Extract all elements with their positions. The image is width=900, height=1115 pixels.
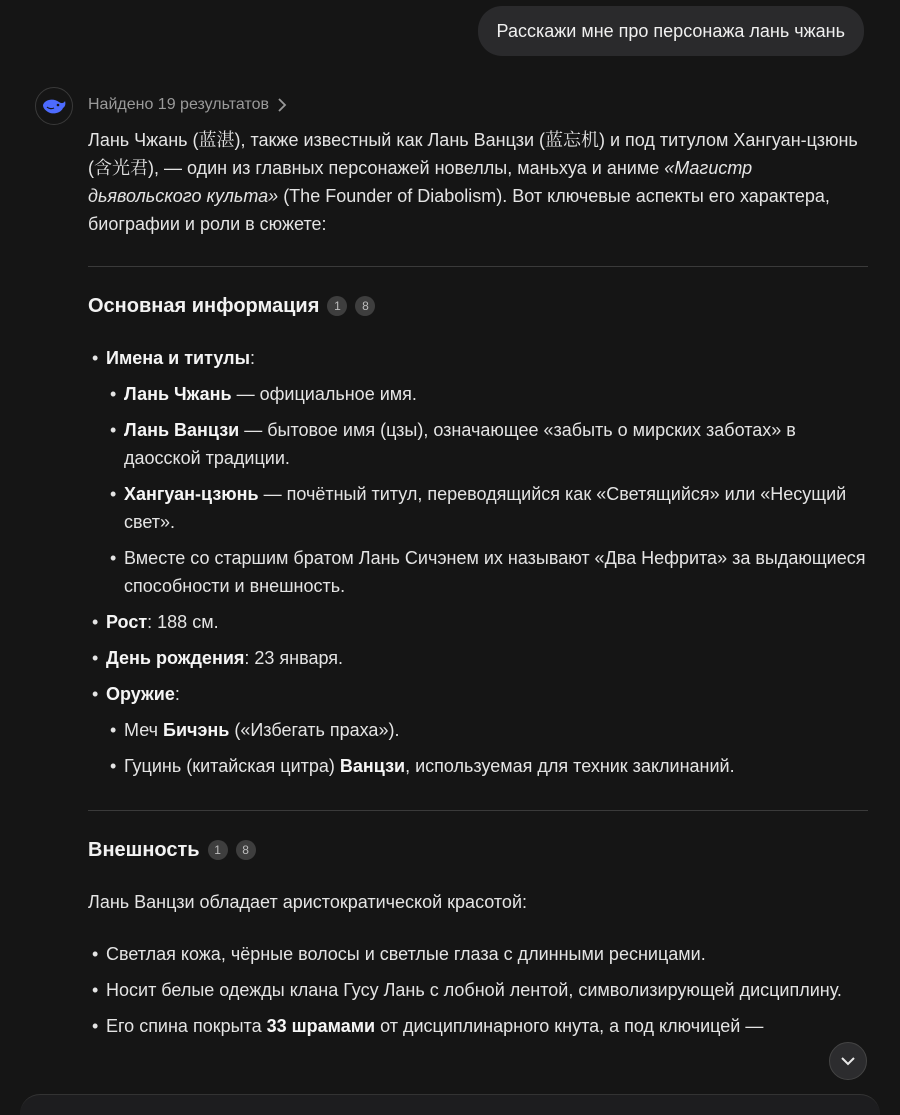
list-item xyxy=(88,940,868,968)
appearance-post: от дисциплинарного кнута, а под ключицей — xyxy=(375,1016,764,1036)
assistant-avatar xyxy=(35,87,73,125)
names-sublist xyxy=(106,380,868,600)
list-item xyxy=(106,380,868,408)
name-text: Вместе со старшим братом Лань Сичэнем их называют «Два Нефрита» за выдающиеся способности и внешность. xyxy=(124,548,866,596)
list-item xyxy=(106,416,868,472)
user-message-bubble xyxy=(478,6,864,56)
weapon-post: («Избегать праха»). xyxy=(229,720,400,740)
name-text: — бытовое имя (цзы), означающее «забыть о мирских заботах» в даосской традиции. xyxy=(124,420,796,468)
divider xyxy=(88,266,868,267)
list-item-birthday xyxy=(88,644,868,672)
scroll-to-bottom-button[interactable] xyxy=(829,1042,867,1080)
birthday-value: : 23 января. xyxy=(244,648,344,668)
list-item xyxy=(88,1012,868,1040)
name-bold: Лань Ванцзи xyxy=(124,420,240,440)
intro-title-italic: «Магистр дьявольского культа» xyxy=(88,158,753,206)
list-item-height xyxy=(88,608,868,636)
list-item xyxy=(88,976,868,1004)
list-item xyxy=(106,544,868,600)
list-item-weapons xyxy=(88,680,868,780)
name-text: — официальное имя. xyxy=(231,384,417,404)
search-results-label: Найдено 19 результатов xyxy=(88,96,269,113)
name-text: — почётный титул, переводящийся как «Светящийся» или «Несущий свет». xyxy=(124,484,847,532)
divider xyxy=(88,810,868,811)
list-item xyxy=(106,480,868,536)
citation-badge[interactable]: 8 xyxy=(236,840,256,860)
weapons-sublist xyxy=(106,716,868,780)
appearance-bold: 33 шрамами xyxy=(266,1016,376,1036)
search-results-toggle[interactable] xyxy=(88,94,287,116)
assistant-response xyxy=(88,126,868,1048)
weapon-bold: Ванцзи xyxy=(339,756,406,776)
colon: : xyxy=(249,348,255,368)
weapons-label: Оружие xyxy=(106,684,175,704)
weapon-pre: Гуцинь (китайская цитра) xyxy=(124,756,340,776)
intro-text-1: Лань Чжань (蓝湛), также известный как Лань Ванцзи (蓝忘机) и под титулом Хангуан-цзюнь (含光君), — один из главных персонажей новеллы, маньхуа и аниме xyxy=(88,130,858,178)
intro-text-2: (The Founder of Diabolism). Вот ключевые аспекты его характера, биографии и роли в сюжете: xyxy=(88,186,830,234)
section-heading-text: Основная информация xyxy=(88,294,320,317)
main-info-list xyxy=(88,344,868,780)
name-bold: Хангуан-цзюнь xyxy=(124,484,259,504)
name-bold: Лань Чжань xyxy=(124,384,232,404)
chevron-right-icon xyxy=(277,98,287,112)
section-heading-text: Внешность xyxy=(88,838,200,861)
citation-badge[interactable]: 1 xyxy=(208,840,228,860)
chevron-down-icon xyxy=(841,1056,855,1066)
list-item-names xyxy=(88,344,868,600)
list-item xyxy=(106,716,868,744)
names-label: Имена и титулы xyxy=(106,348,250,368)
appearance-list xyxy=(88,940,868,1040)
birthday-label: День рождения xyxy=(106,648,245,668)
weapon-pre: Меч xyxy=(124,720,163,740)
weapon-post: , используемая для техник заклинаний. xyxy=(405,756,735,776)
section-heading-appearance xyxy=(88,836,868,864)
chat-input-bar[interactable] xyxy=(20,1094,880,1115)
whale-logo-icon xyxy=(41,96,67,116)
section-heading-main-info xyxy=(88,292,868,320)
height-label: Рост xyxy=(106,612,148,632)
citation-badge[interactable]: 1 xyxy=(327,296,347,316)
colon: : xyxy=(174,684,180,704)
citation-badge[interactable]: 8 xyxy=(355,296,375,316)
height-value: : 188 см. xyxy=(147,612,219,632)
user-message-text: Расскажи мне про персонажа лань чжань xyxy=(496,21,845,41)
list-item xyxy=(106,752,868,780)
appearance-pre: Его спина покрыта xyxy=(106,1016,267,1036)
appearance-text: Светлая кожа, чёрные волосы и светлые глаза с длинными ресницами. xyxy=(106,944,706,964)
appearance-intro: Лань Ванцзи обладает аристократической красотой: xyxy=(88,892,527,912)
weapon-bold: Бичэнь xyxy=(163,720,230,740)
appearance-text: Носит белые одежды клана Гусу Лань с лобной лентой, символизирующей дисциплину. xyxy=(106,980,842,1000)
intro-paragraph xyxy=(88,126,868,238)
